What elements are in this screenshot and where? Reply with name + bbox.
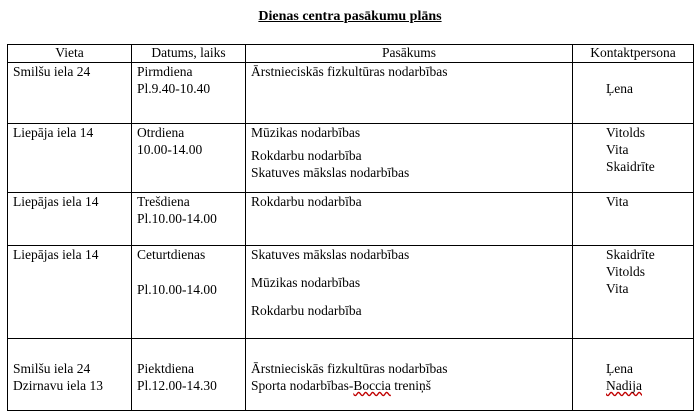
- activity-text-part: treniņš: [390, 378, 431, 393]
- activity-text: Ārstnieciskās fizkultūras nodarbības: [251, 64, 448, 79]
- time-text: Pl.10.00-14.00: [137, 282, 217, 297]
- activity-text: Mūzikas nodarbības: [251, 275, 361, 290]
- cell-datums: [132, 63, 246, 124]
- activity-text: [251, 377, 572, 394]
- time-text: Pl.12.00-14.30: [137, 378, 217, 393]
- activity-text-part: Boccia: [353, 378, 391, 393]
- cell-kontakts: [573, 339, 694, 411]
- activity-text-part: Sporta nodarbības-: [251, 378, 354, 393]
- document-title: Dienas centra pasākumu plāns: [258, 9, 442, 24]
- table-row-tuesday: [8, 124, 694, 193]
- table-row-friday: [8, 339, 694, 411]
- activity-text: Rokdarbu nodarbība: [251, 194, 362, 209]
- cell-vieta: [8, 193, 132, 246]
- schedule-table: [7, 44, 694, 411]
- header-kontaktpersona: Kontaktpersona: [573, 45, 694, 63]
- location-text: Liepājas iela 14: [13, 247, 99, 262]
- table-row-monday: [8, 63, 694, 124]
- table-row-wednesday: [8, 193, 694, 246]
- location-text: Dzirnavu iela 13: [13, 378, 103, 393]
- day-text: Pirmdiena: [137, 64, 193, 79]
- location-text: Smilšu iela 24: [13, 64, 91, 79]
- activity-text: Rokdarbu nodarbība: [251, 303, 362, 318]
- header-vieta: Vieta: [8, 45, 132, 63]
- location-text: Smilšu iela 24: [13, 361, 91, 376]
- time-text: 10.00-14.00: [137, 142, 203, 157]
- contact-text: Vita: [606, 281, 629, 296]
- header-pasakums: Pasākums: [246, 45, 573, 63]
- cell-kontakts: [573, 193, 694, 246]
- time-text: Pl.10.00-14.00: [137, 211, 217, 226]
- location-text: Liepājas iela 14: [13, 194, 99, 209]
- activity-text: Ārstnieciskās fizkultūras nodarbības: [251, 361, 448, 376]
- activity-text: Mūzikas nodarbības: [251, 125, 361, 140]
- contact-text: Vita: [606, 142, 629, 157]
- cell-vieta: [8, 63, 132, 124]
- contact-text: Ļena: [606, 361, 633, 376]
- header-row: [8, 45, 694, 63]
- contact-text: Skaidrīte: [606, 159, 655, 174]
- cell-datums: [132, 339, 246, 411]
- activity-text: Skatuves mākslas nodarbības: [251, 165, 410, 180]
- day-text: Otrdiena: [137, 125, 185, 140]
- cell-datums: [132, 124, 246, 193]
- cell-datums: [132, 193, 246, 246]
- cell-vieta: [8, 246, 132, 339]
- contact-text: Vita: [606, 194, 629, 209]
- header-datums-laiks: Datums, laiks: [132, 45, 246, 63]
- activity-text: Skatuves mākslas nodarbības: [251, 247, 410, 262]
- cell-pasakums: [246, 246, 573, 339]
- contact-text: [606, 377, 693, 394]
- cell-kontakts: [573, 124, 694, 193]
- contact-name: Nadija: [606, 378, 642, 393]
- cell-kontakts: [573, 246, 694, 339]
- contact-text: Vitolds: [606, 125, 645, 140]
- cell-pasakums: [246, 193, 573, 246]
- location-text: Liepāja iela 14: [13, 125, 94, 140]
- contact-text: Vitolds: [606, 264, 645, 279]
- table-row-thursday: [8, 246, 694, 339]
- cell-pasakums: [246, 63, 573, 124]
- cell-pasakums: [246, 124, 573, 193]
- time-text: Pl.9.40-10.40: [137, 81, 211, 96]
- cell-pasakums: [246, 339, 573, 411]
- cell-vieta: [8, 339, 132, 411]
- contact-text: Skaidrīte: [606, 247, 655, 262]
- cell-vieta: [8, 124, 132, 193]
- day-text: Trešdiena: [137, 194, 190, 209]
- cell-datums: [132, 246, 246, 339]
- cell-kontakts: [573, 63, 694, 124]
- day-text: Ceturtdienas: [137, 247, 206, 262]
- activity-text: Rokdarbu nodarbība: [251, 148, 362, 163]
- day-text: Piektdiena: [137, 361, 194, 376]
- contact-text: Ļena: [606, 81, 633, 96]
